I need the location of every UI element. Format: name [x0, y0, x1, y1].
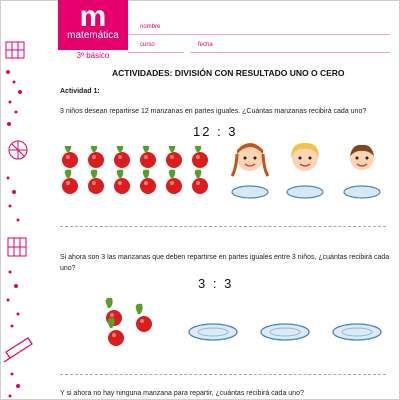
course-label: curso — [140, 42, 155, 48]
apple-icon — [62, 146, 78, 168]
apple-icon — [166, 170, 182, 194]
course-field[interactable] — [128, 52, 184, 53]
grid2-doodle-icon — [8, 238, 26, 256]
date-label: fecha — [198, 42, 213, 48]
dots-doodle-icon — [6, 70, 22, 126]
separator-1 — [60, 226, 386, 227]
logo-letter: m — [79, 0, 107, 33]
name-label: nombre — [140, 24, 161, 30]
separator-2 — [60, 374, 386, 375]
apple-icon — [88, 146, 104, 168]
apple-icon — [140, 146, 156, 168]
apple-icon — [166, 146, 182, 168]
name-field[interactable] — [128, 34, 390, 35]
apple-icon — [62, 170, 78, 194]
logo-word: matemática — [67, 30, 119, 41]
apple-icon — [88, 170, 104, 194]
margin-doodles — [0, 0, 42, 400]
problem2-equation: 3 : 3 — [198, 276, 234, 291]
brand-logo — [58, 0, 128, 50]
apple-icon — [114, 170, 130, 194]
apple-icon — [140, 170, 156, 194]
problem1-text: 3 niños desean repartirse 12 manzanas en partes iguales. ¿Cuántas manzanas recibirá cada uno? — [60, 108, 367, 115]
plate-icon — [189, 324, 237, 340]
girl-blonde-image — [285, 140, 325, 204]
empty-plates — [185, 320, 385, 344]
problem1-equation: 12 : 3 — [193, 124, 238, 139]
dots4-doodle-icon — [9, 373, 21, 398]
problem2-text: Si ahora son 3 las manzanas que deben repartirse en partes iguales entre 3 niños, ¿cuántas recibirá cada uno? — [60, 254, 390, 272]
apple-icon — [136, 304, 152, 332]
plate-icon — [261, 324, 309, 340]
plate-icon — [333, 324, 381, 340]
pie-doodle-icon — [9, 141, 27, 159]
apple-icon — [114, 146, 130, 168]
grade-label: 3º básico — [76, 51, 110, 60]
problem3-text: Y si ahora no hay ninguna manzana para repartir, ¿cuántas recibirá cada uno? — [60, 390, 304, 397]
apples-group-12 — [58, 146, 218, 196]
dots2-doodle-icon — [7, 177, 20, 222]
apple-icon — [192, 146, 208, 168]
date-field[interactable] — [190, 52, 390, 53]
apples-group-3 — [100, 294, 160, 350]
page-title: ACTIVIDADES: DIVISIÓN CON RESULTADO UNO O CERO — [112, 68, 345, 78]
dots3-doodle-icon — [7, 271, 20, 328]
activity-heading: Actividad 1: — [60, 88, 100, 95]
boy-image — [342, 140, 382, 204]
apple-icon — [192, 170, 208, 194]
pencil-doodle-icon — [4, 338, 32, 362]
girl-braids-image — [230, 140, 270, 204]
grid-doodle-icon — [6, 42, 24, 58]
